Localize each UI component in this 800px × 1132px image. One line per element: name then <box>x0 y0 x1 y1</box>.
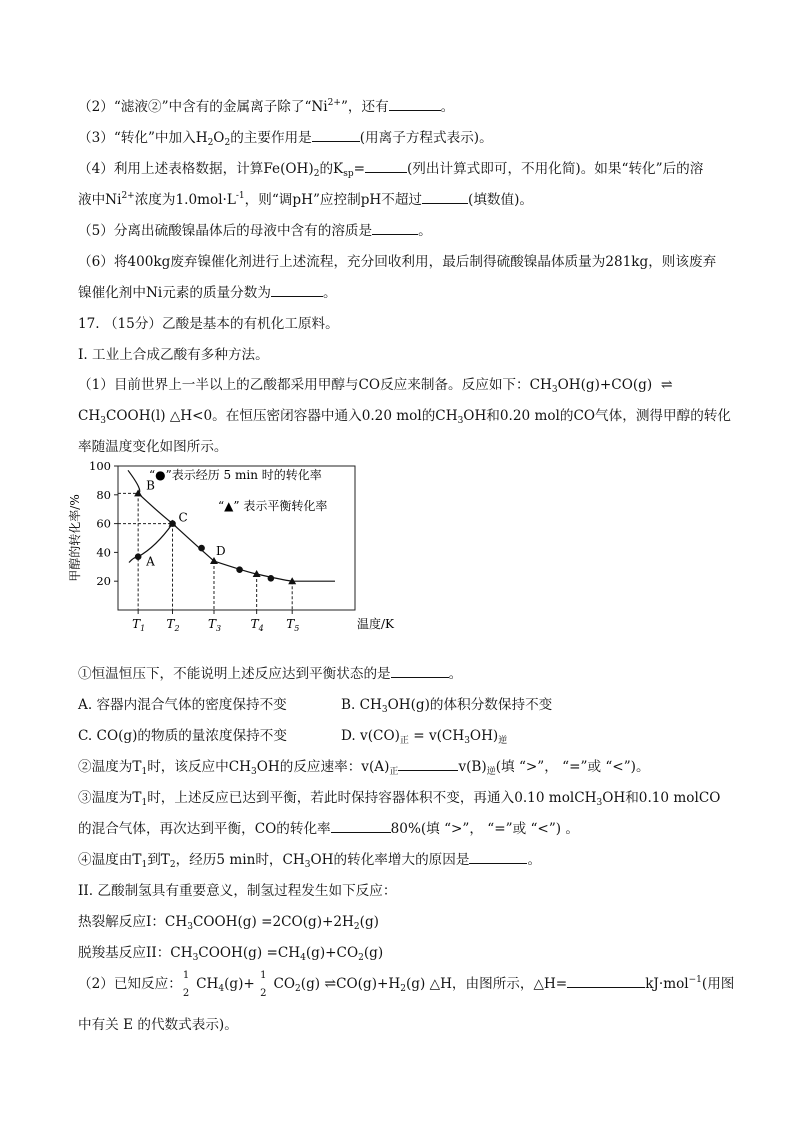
legend-circle: “●”表示经历 5 min 时的转化率 <box>149 468 322 482</box>
point-label: C <box>178 510 188 525</box>
q17-item3-line2: 的混合气体，再次达到平衡，CO的转化率 80%(填 “>”， “=”或 “<”) 。 <box>78 821 579 837</box>
q17-item3-line1: ③温度为$T_1$时，上述反应已达到平衡，若此时保持容器体积不变，再通入0.10 molCH$_3$OH和0.10 molCO <box>78 790 721 808</box>
answer-blank[interactable] <box>389 98 441 111</box>
x-tick-label: $T_1$ <box>132 617 146 633</box>
q17-p1-line2: $CH_3COOH(l)$ △H<0。在恒压密闭容器中通入0.20 mol的$CH_3OH$和0.20 mol的CO气体，测得甲醇的转化 <box>78 408 731 426</box>
y-tick-label: 40 <box>96 545 111 560</box>
option-c: C. CO(g)的物质的量浓度保持不变 <box>78 728 287 744</box>
answer-blank[interactable] <box>398 758 458 771</box>
answer-blank[interactable] <box>372 222 418 235</box>
y-tick-label: 60 <box>96 516 111 531</box>
legend-triangle: “▲” 表示平衡转化率 <box>218 499 328 513</box>
y-tick-label: 100 <box>89 459 111 473</box>
point-label: A <box>146 554 155 569</box>
answer-blank[interactable] <box>567 975 645 988</box>
circle-point <box>198 545 205 552</box>
option-d: D. $v(CO)_正 = v(CH_3OH)_逆$ <box>341 728 508 746</box>
circle-point <box>135 553 142 560</box>
reaction-1: 热裂解反应I：$CH_3COOH(g) =2CO(g)+2H_2(g)$ <box>78 914 379 932</box>
y-axis-title: 甲醇的转化率/% <box>68 494 82 582</box>
equilibrium-arrow-icon: ⇌ <box>660 377 673 393</box>
circle-point <box>268 575 275 582</box>
equilibrium-arrow-icon: ⇌ <box>324 976 337 992</box>
q16-part6-line1: （6）将400kg废弃镍催化剂进行上述流程，充分回收利用，最后制得硫酸镍晶体质量为281kg，则该废弃 <box>78 254 717 270</box>
option-b: B. $CH_3OH(g)$的体积分数保持不变 <box>341 697 553 715</box>
q17-part2-p2: （2）已知反应： 1 2 $CH_4(g)+$ 1 2 $CO_2(g)$ $\rightleftharpoons CO(g)+H_2(g)$ △H，由图所示，△H= kJ·mol$^{-1}$(用图 <box>78 969 735 999</box>
answer-blank[interactable] <box>391 665 449 678</box>
fraction-one-half: 1 2 <box>182 969 190 999</box>
q16-part2: （2）“滤液②”中含有的金属离子除了“$Ni^{2+}$”，还有 。 <box>78 98 455 115</box>
x-tick-label: $T_5$ <box>286 617 300 633</box>
x-tick-label: $T_3$ <box>207 617 222 633</box>
q17-p1-line3: 率随温度变化如图所示。 <box>78 439 228 455</box>
q17-heading: 17. （15分）乙酸是基本的有机化工原料。 <box>78 316 339 332</box>
equilibrium-curve <box>128 470 335 581</box>
point-label: B <box>146 478 155 493</box>
q17-p1-line1: （1）目前世界上一半以上的乙酸都采用甲醇与CO反应来制备。反应如下：$CH_3OH(g)+CO(g)$ ⇌ <box>78 377 673 395</box>
answer-blank[interactable] <box>365 160 407 173</box>
conversion-rate-chart <box>65 458 395 633</box>
q17-item2: ②温度为$T_1$时，该反应中$CH_3OH$的反应速率：$v(A)_正$ $v(B)_逆$(填 “>”， “=”或 “<”)。 <box>78 759 650 777</box>
option-a: A. 容器内混合气体的密度保持不变 <box>78 697 287 713</box>
x-axis-title: 温度/K <box>357 617 395 631</box>
q17-part1-heading: I. 工业上合成乙酸有多种方法。 <box>78 347 269 363</box>
answer-blank[interactable] <box>422 191 468 204</box>
x-tick-label: $T_4$ <box>250 617 264 633</box>
q17-item1: ①恒温恒压下，不能说明上述反应达到平衡状态的是 。 <box>78 666 463 682</box>
q16-part5: （5）分离出硫酸镍晶体后的母液中含有的溶质是 。 <box>78 223 432 239</box>
answer-blank[interactable] <box>271 284 323 297</box>
y-tick-label: 20 <box>96 574 111 589</box>
fraction-one-half: 1 2 <box>260 969 267 999</box>
y-tick-label: 80 <box>96 487 111 502</box>
q17-part2-p2-line2: 中有关 E 的代数式表示)。 <box>78 1017 238 1033</box>
q16-part6-line2: 镍催化剂中Ni元素的质量分数为 。 <box>78 285 337 301</box>
circle-point <box>236 566 243 573</box>
triangle-point <box>134 489 142 496</box>
q16-part4-line2: 液中$Ni^{2+}$浓度为$1.0mol\cdot L^{-1}$，则“调pH”应控制pH不超过 (填数值)。 <box>78 191 534 208</box>
answer-blank[interactable] <box>469 851 527 864</box>
answer-blank[interactable] <box>331 820 391 833</box>
reaction-2: 脱羧基反应II：$CH_3COOH(g) =CH_4(g)+CO_2(g)$ <box>78 945 384 963</box>
answer-blank[interactable] <box>312 129 360 142</box>
q16-part3: （3）“转化”中加入$H_2O_2$的主要作用是 (用离子方程式表示)。 <box>78 130 493 148</box>
x-tick-label: $T_2$ <box>166 617 180 633</box>
q16-part4-line1: （4）利用上述表格数据，计算$Fe(OH)_2$的$K_{sp}=$ (列出计算式即可，不用化简)。如果“转化”后的溶 <box>78 161 704 179</box>
point-label: D <box>215 544 226 559</box>
q17-part2-heading: II. 乙酸制氢具有重要意义，制氢过程发生如下反应： <box>78 883 397 899</box>
q17-item4: ④温度由$T_1$到$T_2$，经历5 min时，$CH_3OH$的转化率增大的原因是 。 <box>78 852 542 870</box>
